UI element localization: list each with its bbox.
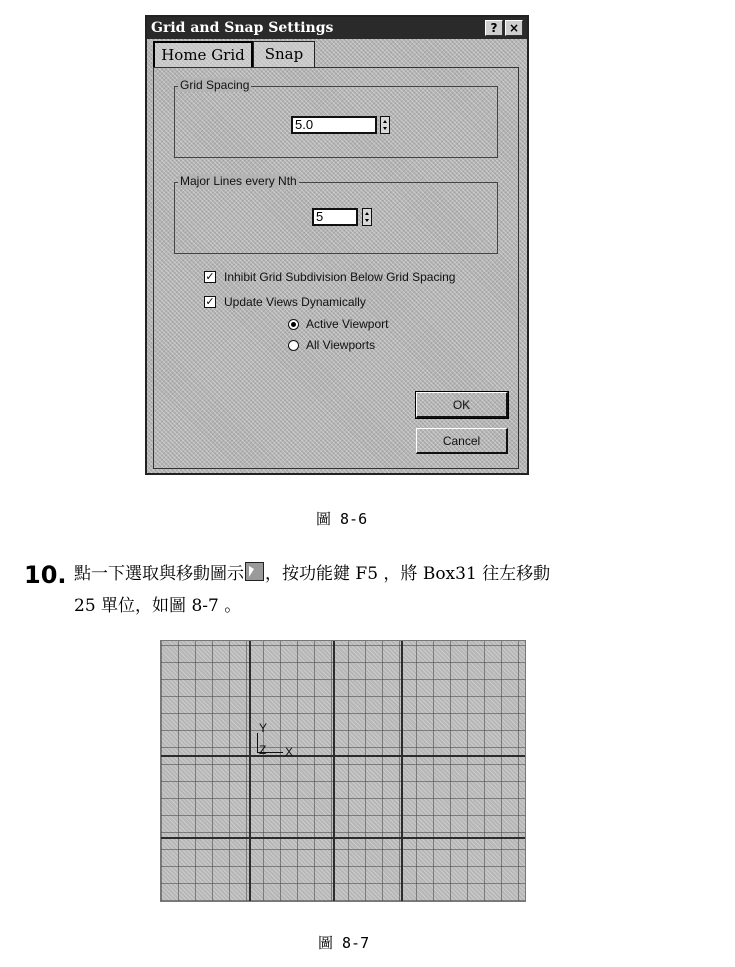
inhibit-subdivision-label: Inhibit Grid Subdivision Below Grid Spacing — [224, 270, 456, 284]
major-lines-spinner[interactable] — [362, 208, 372, 226]
major-lines-input[interactable]: 5 — [312, 208, 358, 226]
step-text-after-icon: ，按功能鍵 F5 ，將 Box31 往左移動 — [265, 564, 551, 584]
step-text-line2: 25 單位，如圖 8-7 。 — [74, 596, 242, 616]
grid-spacing-input[interactable]: 5.0 — [291, 116, 377, 134]
cancel-button[interactable]: Cancel — [416, 428, 508, 454]
axis-z-label: Z — [259, 743, 267, 757]
update-views-checkbox[interactable]: ✓ — [205, 295, 215, 308]
grid-viewport — [160, 640, 526, 902]
axis-x-label: X — [285, 745, 294, 759]
grid-major-line-v1 — [249, 641, 251, 901]
major-lines-label: Major Lines every Nth — [180, 174, 297, 188]
grid-major-line-h2 — [161, 837, 525, 839]
axis-y-label: Y — [259, 721, 268, 735]
tab-snap[interactable]: Snap — [253, 41, 315, 67]
help-button[interactable]: ? — [485, 20, 503, 36]
dialog-title: Grid and Snap Settings — [151, 20, 334, 36]
grid-snap-dialog — [145, 15, 529, 475]
step-text-line1 — [74, 559, 714, 589]
grid-major-line-h1 — [161, 755, 525, 757]
tab-panel — [153, 67, 519, 469]
close-button[interactable]: × — [505, 20, 523, 36]
figure-caption-8-6: 圖 8-6 — [316, 510, 368, 528]
step-number: 10. — [24, 561, 67, 589]
figure-caption-8-7: 圖 8-7 — [318, 934, 370, 952]
active-viewport-label: Active Viewport — [306, 317, 389, 331]
select-and-move-icon — [245, 562, 264, 581]
active-viewport-radio[interactable] — [288, 319, 299, 330]
grid-major-line-v3 — [401, 641, 403, 901]
ok-button[interactable]: OK — [416, 392, 508, 418]
grid-major-line-v2 — [333, 641, 335, 901]
all-viewports-radio[interactable] — [288, 340, 299, 351]
all-viewports-label: All Viewports — [306, 338, 376, 352]
grid-spacing-label: Grid Spacing — [180, 78, 250, 92]
step-text-before-icon: 點一下選取與移動圖示 — [74, 564, 244, 584]
tab-home-grid[interactable]: Home Grid — [153, 41, 253, 67]
dialog-titlebar — [147, 17, 527, 39]
update-views-label: Update Views Dynamically — [224, 295, 366, 309]
grid-spacing-spinner[interactable] — [380, 116, 390, 134]
y-axis-line — [257, 733, 258, 753]
inhibit-subdivision-checkbox[interactable]: ✓ — [205, 270, 215, 283]
